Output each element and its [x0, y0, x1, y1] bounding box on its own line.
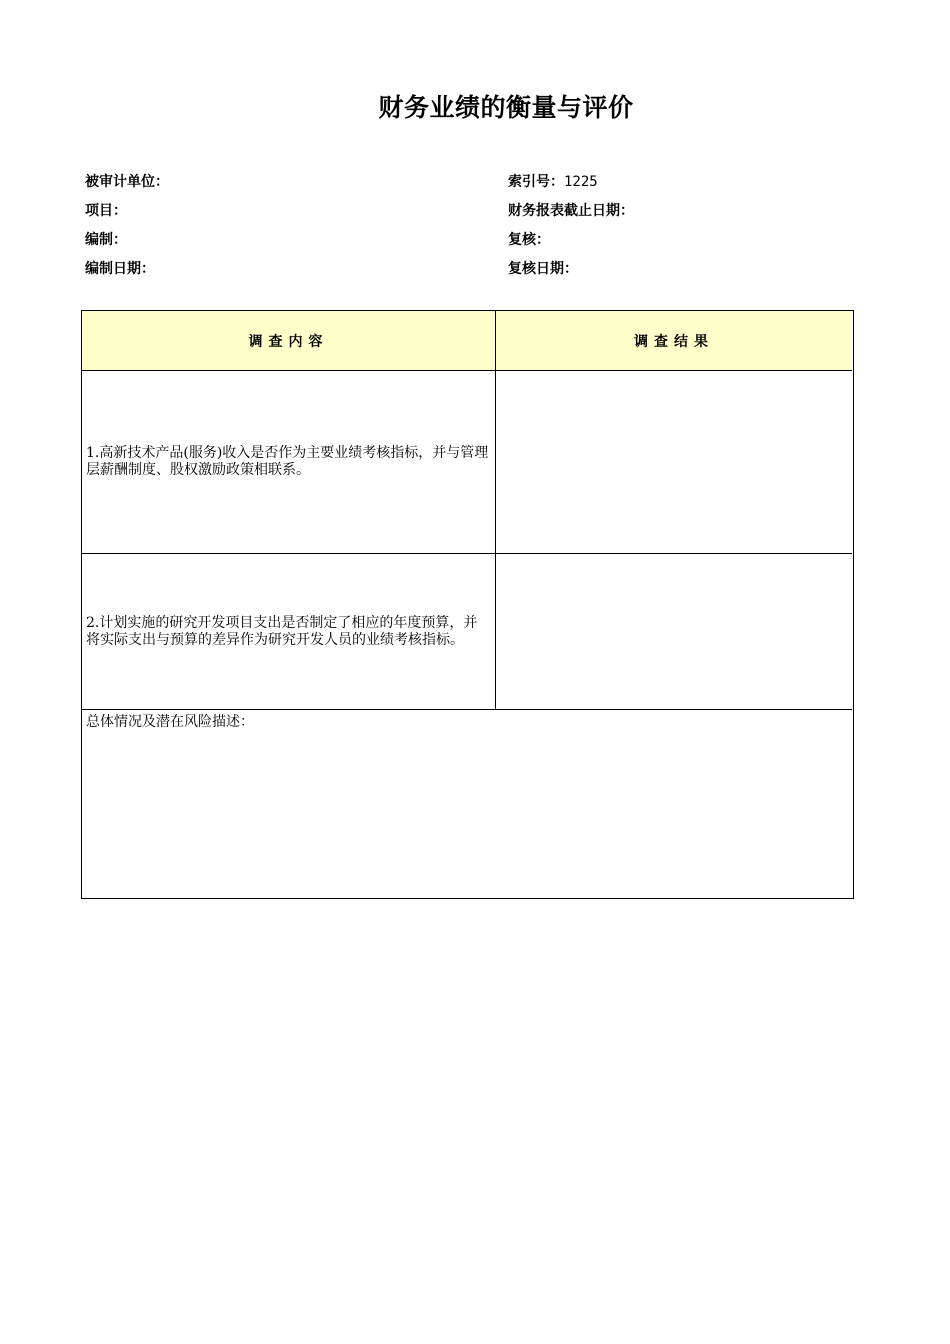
reviewed-by-field	[508, 231, 550, 249]
reviewed-date-label: 复核日期：	[508, 261, 578, 277]
prepared-by-label: 编制：	[85, 232, 127, 248]
table-row-1-content	[82, 371, 496, 554]
row-1-content-text: 1.高新技术产品(服务)收入是否作为主要业绩考核指标，并与管理层薪酬制度、股权激励政策相联系。	[86, 445, 489, 478]
table-row-1-result[interactable]	[496, 371, 852, 554]
index-field	[508, 173, 598, 191]
period-end-label: 财务报表截止日期：	[508, 203, 634, 219]
table-row-2-result[interactable]	[496, 554, 852, 710]
summary-cell[interactable]	[82, 710, 852, 897]
page-title: 财务业绩的衡量与评价	[378, 93, 634, 122]
table-row-2-content	[82, 554, 496, 710]
auditee-field	[85, 173, 169, 191]
reviewed-date-field	[508, 260, 578, 278]
row-2-content-text: 2.计划实施的研究开发项目支出是否制定了相应的年度预算，并将实际支出与预算的差异作为研究开发人员的业绩考核指标。	[86, 614, 478, 648]
project-label: 项目：	[85, 203, 127, 219]
project-field	[85, 202, 127, 220]
header-content: 调查内容	[82, 311, 496, 371]
survey-table	[81, 310, 854, 899]
reviewed-by-label: 复核：	[508, 232, 550, 248]
prepared-date-field	[85, 260, 155, 278]
auditee-label: 被审计单位：	[85, 174, 169, 190]
summary-label: 总体情况及潜在风险描述：	[86, 714, 254, 730]
prepared-by-field	[85, 231, 127, 249]
period-end-field	[508, 202, 634, 220]
index-value[interactable]: 1225	[564, 174, 598, 190]
index-label: 索引号：	[508, 174, 564, 190]
header-result: 调查结果	[496, 311, 852, 371]
prepared-date-label: 编制日期：	[85, 261, 155, 277]
